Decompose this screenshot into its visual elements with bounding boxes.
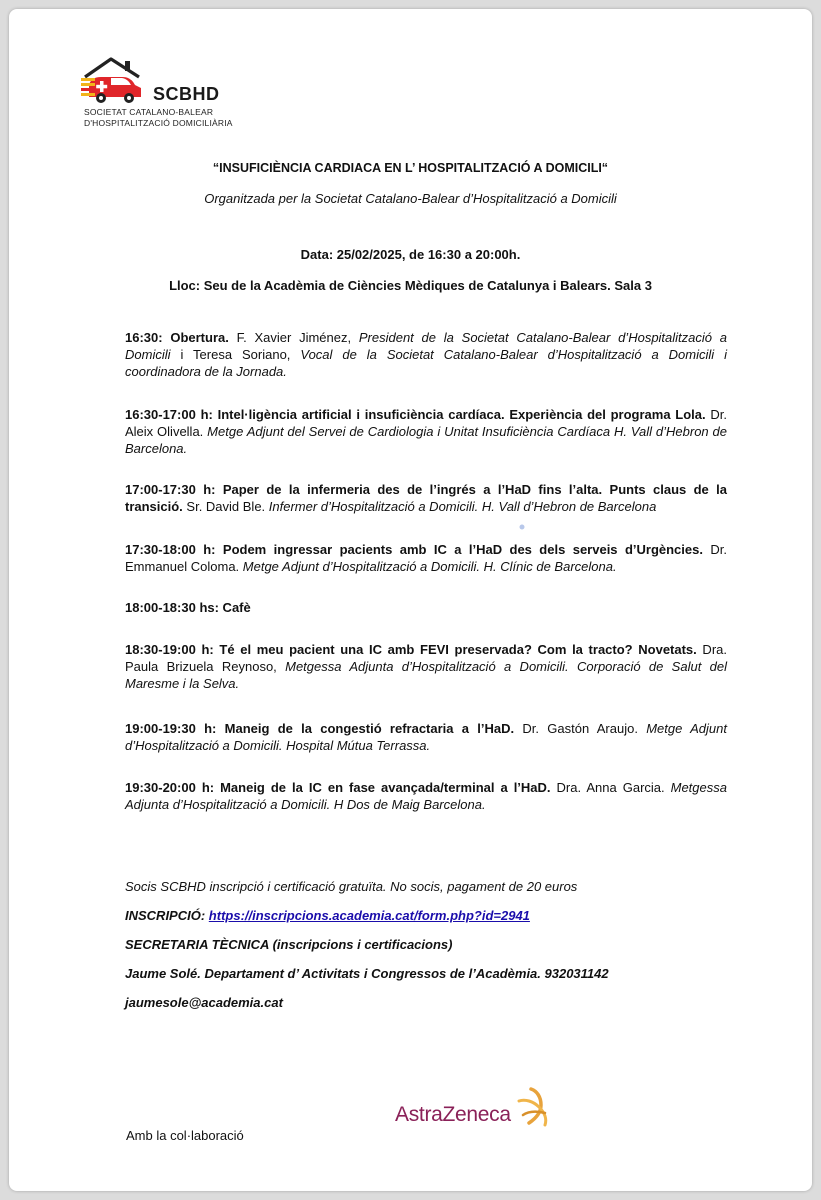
fee-info: Socis SCBHD inscripció i certificació gratuïta. No socis, pagament de 20 euros — [125, 879, 578, 894]
inscription-line — [125, 908, 530, 923]
program-item-heading: 18:30-19:00 h: Té el meu pacient una IC amb FEVI preservada? Com la tracto? Novetats. — [125, 642, 697, 657]
program-item-role: Metgessa Adjunta d’Hospitalització a Domicili. Corporació de Salut del Maresme i la Selva. — [125, 659, 727, 691]
program-item-role: Metge Adjunt d’Hospitalització a Domicili. H. Clínic de Barcelona. — [242, 559, 617, 574]
event-place: Lloc: Seu de la Acadèmia de Ciències Mèdiques de Catalunya i Balears. Sala 3 — [169, 278, 652, 293]
program-item-speaker: Dra. Anna Garcia. — [550, 780, 671, 795]
program-item — [125, 641, 727, 692]
program-item-role: Metge Adjunt d’Hospitalització a Domicili. Hospital Mútua Terrassa. — [125, 721, 727, 753]
sponsor-name: AstraZeneca — [395, 1103, 511, 1126]
program-item-heading: 19:00-19:30 h: Maneig de la congestió refractaria a l’HaD. — [125, 721, 515, 736]
program-item-role: Infermer d’Hospitalització a Domicili. H. Vall d’Hebron de Barcelona — [268, 499, 657, 514]
collaboration-label: Amb la col·laboració — [126, 1128, 244, 1143]
astrazeneca-swirl-icon — [511, 1085, 555, 1129]
logo-subtitle-line2: D'HOSPITALITZACIÓ DOMICILIÀRIA — [84, 118, 233, 128]
house-ambulance-icon — [81, 57, 151, 107]
program-item-role: President de la Societat Catalano-Balear d’Hospitalització a Domicili — [125, 330, 728, 362]
program-item — [125, 541, 727, 575]
inscription-label: INSCRIPCIÓ: — [125, 908, 206, 923]
program-item — [125, 329, 727, 380]
event-title: “INSUFICIÈNCIA CARDIACA EN L’ HOSPITALITZACIÓ A DOMICILI“ — [212, 161, 609, 175]
scbhd-logo — [81, 57, 251, 127]
logo-name: SCBHD — [153, 84, 220, 104]
program-item-role: Vocal de la Societat Catalano-Balear d’Hospitalització a Domicili i coordinadora de la Jornada. — [125, 347, 727, 379]
secretariat-contact: Jaume Solé. Departament d’ Activitats i Congressos de l’Acadèmia. 932031142 — [125, 966, 609, 981]
program-item-heading: 16:30: Obertura. — [125, 330, 229, 345]
program-item-speaker: Dr. Emmanuel Coloma. — [125, 542, 727, 574]
program-item-heading: 18:00-18:30 hs: Cafè — [125, 600, 251, 615]
document-page — [9, 9, 812, 1191]
program-item — [125, 720, 727, 754]
program-item — [125, 779, 727, 813]
program-item-speaker: Sr. David Ble. — [182, 499, 269, 514]
program-item — [125, 406, 727, 457]
event-date: Data: 25/02/2025, de 16:30 a 20:00h. — [300, 247, 521, 262]
program-item-role: Metgessa Adjunta d’Hospitalització a Domicili. H Dos de Maig Barcelona. — [125, 780, 727, 812]
logo-subtitle-line1: SOCIETAT CATALANO-BALEAR — [84, 107, 214, 117]
program-item — [125, 599, 727, 616]
program-item-heading: 19:30-20:00 h: Maneig de la IC en fase avançada/terminal a l’HaD. — [125, 780, 551, 795]
logo-subtitle — [84, 107, 233, 129]
program-item-speaker: Dr. Gastón Araujo. — [514, 721, 647, 736]
program-item-speaker: i Teresa Soriano, — [170, 347, 301, 362]
program-item-speaker: Dr. Aleix Olivella. — [125, 407, 727, 439]
program-item-heading: 17:30-18:00 h: Podem ingressar pacients amb IC a l’HaD des dels serveis d’Urgències. — [125, 542, 703, 557]
program-item-speaker: Dra. Paula Brizuela Reynoso, — [125, 642, 727, 674]
scan-mark-icon — [518, 523, 526, 531]
event-organizer: Organitzada per la Societat Catalano-Balear d’Hospitalització a Domicili — [204, 191, 617, 206]
program-item — [125, 481, 727, 515]
inscription-link[interactable]: https://inscripcions.academia.cat/form.php?id=2941 — [208, 908, 530, 923]
program-item-speaker: F. Xavier Jiménez, — [228, 330, 359, 345]
program-item-role: Metge Adjunt del Servei de Cardiologia i Unitat Insuficiència Cardíaca H. Vall d’Hebron de Barcelona. — [125, 424, 727, 456]
program-item-heading: 16:30-17:00 h: Intel·ligència artificial i insuficiència cardíaca. Experiència del programa Lola. — [125, 407, 706, 422]
secretariat-title: SECRETARIA TÈCNICA (inscripcions i certificacions) — [125, 937, 453, 952]
secretariat-email[interactable]: jaumesole@academia.cat — [125, 995, 283, 1010]
program-item-heading: 17:00-17:30 h: Paper de la infermeria des de l’ingrés a l’HaD fins l’alta. Punts claus de la transició. — [125, 482, 727, 514]
